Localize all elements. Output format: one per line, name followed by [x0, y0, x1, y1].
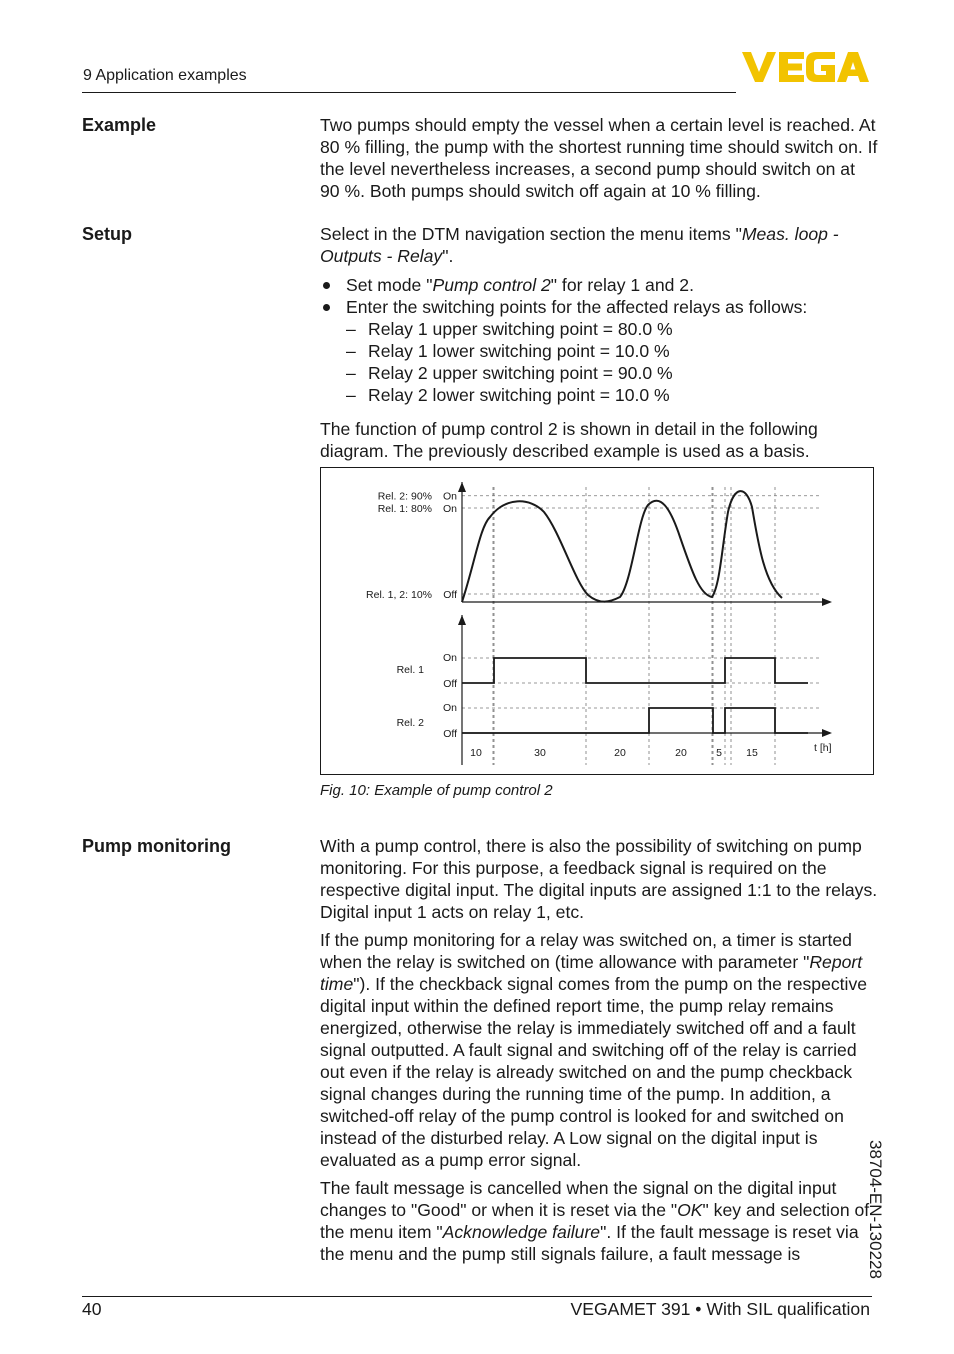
vega-logo: [742, 50, 874, 84]
section-title: 9 Application examples: [83, 67, 247, 84]
bullet-mode-pre: Set mode ": [346, 275, 433, 295]
relay-off-label: Off: [443, 728, 457, 740]
switching-point: – Relay 1 lower switching point = 10.0 %: [346, 340, 878, 362]
pump-monitoring-label: Pump monitoring: [82, 836, 231, 856]
level-state-label: Off: [443, 589, 457, 601]
page-number: 40: [82, 1299, 102, 1319]
level-state-label: On: [442, 503, 457, 515]
level-state-label: On: [442, 490, 457, 503]
para3-post: ". If the fault message is reset via the menu and the pump still signals failure, a fault message is: [320, 1222, 859, 1264]
pump-control-diagram: [320, 467, 874, 775]
switching-point: – Relay 1 upper switching point = 80.0 %: [346, 318, 878, 340]
para3-pre: The fault message is cancelled when the signal on the digital input changes to "Good" or when it is reset via the ": [320, 1178, 837, 1220]
switching-point: – Relay 2 lower switching point = 10.0 %: [346, 384, 878, 406]
relay-on-label: On: [442, 652, 457, 664]
level-label: Rel. 1: 80%: [377, 503, 432, 515]
para2-post: "). If the checkback signal comes from the pump on the respective digital input within the defined report time, the pump relay remains energized, otherwise the relay is immediately switched off and a fault signal outputted. A fault signal and switching off of the relay is carried out even if the relay is already switched on and the pump checkback signal changes during the running time of the pump. In addition, a switched-off relay of the pump control is looked for and switched on instead of the disturbed relay. A Low signal on the digital input is evaluated as a pump error signal.: [320, 974, 868, 1170]
interval-label: 10: [470, 747, 482, 759]
setup-label: Setup: [82, 224, 133, 244]
interval-label: 30: [534, 747, 546, 759]
footer-title: VEGAMET 391 • With SIL qualification: [570, 1299, 870, 1319]
pump-monitoring-para3: [320, 1177, 878, 1265]
para3-mid: " key and selection of the menu item ": [320, 1200, 870, 1242]
bullet-switching: Enter the switching points for the affected relays as follows:: [320, 296, 878, 318]
setup-intro: [320, 223, 878, 267]
level-label: Rel. 1, 2: 10%: [366, 589, 432, 601]
setup-text: [320, 223, 878, 462]
interval-label: 15: [746, 747, 758, 759]
interval-label: 20: [614, 747, 626, 759]
pump-monitoring-text: [320, 835, 878, 1265]
relay-name-label: Rel. 2: [396, 717, 424, 729]
page-header: [0, 0, 954, 100]
setup-intro-post: ".: [442, 246, 454, 266]
diagram-svg: [320, 467, 874, 775]
pump-monitoring-para1: With a pump control, there is also the possibility of switching on pump monitoring. For this purpose, a feedback signal is required on the respective digital input. The digital inputs are assigned 1:1 to the relays. Digital input 1 acts on relay 1, etc.: [320, 836, 878, 922]
setup-intro-pre: Select in the DTM navigation section the menu items ": [320, 224, 742, 244]
relay-name-label: Rel. 1: [396, 664, 424, 676]
para2-pre: If the pump monitoring for a relay was switched on, a timer is started when the relay is switched on (time allowance with parameter ": [320, 930, 852, 972]
header-rule: [82, 92, 736, 93]
switching-points-list: [320, 318, 878, 406]
setup-bullets: [320, 274, 878, 318]
example-label: Example: [82, 115, 157, 135]
bullet-mode: [320, 274, 878, 296]
relay-on-label: On: [442, 702, 457, 714]
para3-em-ok: OK: [677, 1200, 703, 1220]
level-label: Rel. 2: 90%: [377, 490, 432, 503]
relay-off-label: Off: [443, 678, 457, 690]
document-code: 38704-EN-130228: [866, 1140, 885, 1279]
pump-monitoring-para2: [320, 929, 878, 1171]
vega-logo-mark: [742, 52, 869, 82]
example-paragraph: Two pumps should empty the vessel when a certain level is reached. At 80 % filling, the pump with the shortest running time should switch on. If the level nevertheless increases, a second pump should switch on at 90 %. Both pumps should switch off again at 10 % filling.: [320, 115, 878, 201]
para3-em-ack: Acknowledge failure: [442, 1222, 601, 1242]
example-text: [320, 114, 878, 202]
interval-label: 5: [716, 747, 722, 759]
bullet-mode-post: " for relay 1 and 2.: [550, 275, 694, 295]
figure-caption: Fig. 10: Example of pump control 2: [320, 782, 553, 799]
bullet-mode-em: Pump control 2: [432, 275, 551, 295]
para2-em: Report time: [320, 952, 863, 994]
interval-label: 20: [675, 747, 687, 759]
setup-intro-menu: Meas. loop - Outputs - Relay: [320, 224, 839, 266]
footer-rule: [82, 1296, 872, 1297]
time-axis-label: t [h]: [814, 742, 832, 754]
diagram-intro: The function of pump control 2 is shown in detail in the following diagram. The previously described example is used as a basis.: [320, 419, 818, 461]
switching-point: – Relay 2 upper switching point = 90.0 %: [346, 362, 878, 384]
